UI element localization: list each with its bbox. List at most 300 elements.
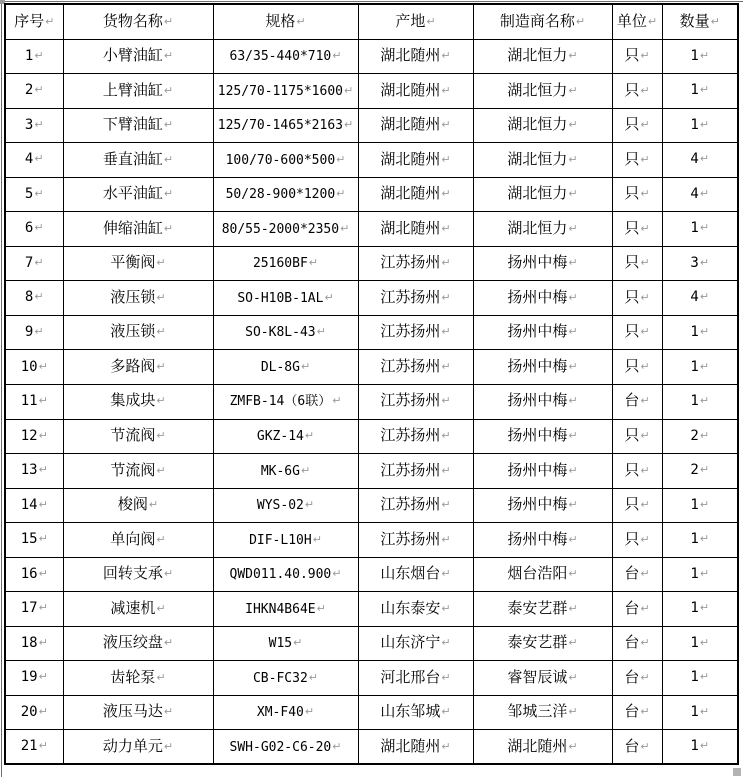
- cell-text: 只: [624, 358, 640, 375]
- table-cell: [662, 488, 738, 523]
- paragraph-mark-icon: ↵: [38, 359, 48, 373]
- table-cell: [213, 730, 358, 765]
- paragraph-mark-icon: ↵: [568, 394, 578, 408]
- paragraph-mark-icon: ↵: [640, 532, 650, 546]
- cell-text: 单向阀: [110, 531, 156, 548]
- table-cell: [662, 177, 738, 212]
- table-row: [5, 488, 738, 523]
- paragraph-mark-icon: ↵: [34, 324, 44, 338]
- cell-text: 湖北随州: [507, 738, 568, 755]
- paragraph-mark-icon: ↵: [38, 704, 48, 718]
- table-cell: [612, 454, 662, 489]
- cell-text: 4: [690, 289, 699, 306]
- cell-text: 减速机: [110, 600, 156, 617]
- cell-text: 1: [690, 703, 699, 720]
- paragraph-mark-icon: ↵: [640, 290, 650, 304]
- cell-text: 台: [624, 635, 640, 652]
- cell-text: 扬州中梅: [507, 428, 568, 445]
- table-resize-handle[interactable]: [733, 768, 741, 776]
- table-cell: [213, 592, 358, 627]
- paragraph-mark-icon: ↵: [441, 256, 451, 270]
- table-cell: [63, 626, 213, 661]
- paragraph-mark-icon: ↵: [699, 152, 710, 166]
- table-cell: [662, 454, 738, 489]
- table-cell: [612, 350, 662, 385]
- table-cell: [213, 557, 358, 592]
- table-cell: [63, 592, 213, 627]
- cell-text: 7: [24, 254, 34, 271]
- paragraph-mark-icon: ↵: [340, 221, 350, 235]
- paragraph-mark-icon: ↵: [575, 14, 586, 28]
- cell-text: 江苏扬州: [380, 393, 441, 410]
- cell-text: 1: [690, 82, 699, 99]
- cell-text: 睿智辰诚: [507, 669, 568, 686]
- paragraph-mark-icon: ↵: [293, 636, 303, 650]
- cell-text: 泰安艺群: [507, 600, 568, 617]
- table-cell: [213, 39, 358, 74]
- table-cell: [473, 108, 612, 143]
- table-cell: [473, 557, 612, 592]
- cell-text: 湖北恒力: [507, 186, 568, 203]
- table-cell: [473, 212, 612, 247]
- cell-text: 17: [20, 600, 38, 617]
- table-cell: [63, 108, 213, 143]
- table-cell: [612, 143, 662, 178]
- paragraph-mark-icon: ↵: [304, 498, 315, 512]
- table-cell: [5, 695, 63, 730]
- table-cell: [213, 454, 358, 489]
- cell-text: 25160BF: [252, 256, 308, 272]
- cell-text: 只: [624, 220, 640, 237]
- paragraph-mark-icon: ↵: [640, 221, 650, 235]
- paragraph-mark-icon: ↵: [568, 221, 578, 235]
- paragraph-mark-icon: ↵: [441, 601, 451, 615]
- table-cell: [358, 419, 473, 454]
- paragraph-mark-icon: ↵: [568, 152, 578, 166]
- cell-text: 湖北随州: [380, 738, 441, 755]
- paragraph-mark-icon: ↵: [38, 635, 48, 649]
- cell-text: 18: [20, 634, 38, 651]
- table-cell: [662, 419, 738, 454]
- paragraph-mark-icon: ↵: [304, 705, 315, 719]
- cell-text: 只: [624, 497, 640, 514]
- cell-text: 液压锁: [110, 324, 156, 341]
- cell-text: 邹城三洋: [507, 704, 568, 721]
- table-cell: [473, 592, 612, 627]
- paragraph-mark-icon: ↵: [568, 325, 578, 339]
- cell-text: 只: [624, 48, 640, 65]
- paragraph-mark-icon: ↵: [699, 394, 710, 408]
- paragraph-mark-icon: ↵: [441, 221, 451, 235]
- paragraph-mark-icon: ↵: [296, 14, 306, 28]
- table-cell: [5, 177, 63, 212]
- cell-text: 16: [20, 565, 38, 582]
- cell-text: 1: [690, 496, 699, 513]
- table-cell: [612, 592, 662, 627]
- paragraph-mark-icon: ↵: [699, 428, 710, 442]
- cell-text: 泰安艺群: [507, 635, 568, 652]
- paragraph-mark-icon: ↵: [163, 83, 174, 97]
- cell-text: 11: [20, 393, 38, 410]
- paragraph-mark-icon: ↵: [163, 187, 174, 201]
- cell-text: 集成块: [110, 393, 156, 410]
- cell-text: 扬州中梅: [507, 255, 568, 272]
- table-row: [5, 730, 738, 765]
- cell-text: 50/28-900*1200: [225, 187, 336, 203]
- paragraph-mark-icon: ↵: [441, 532, 451, 546]
- paragraph-mark-icon: ↵: [426, 14, 436, 28]
- table-cell: [612, 557, 662, 592]
- table-cell: [5, 661, 63, 696]
- paragraph-mark-icon: ↵: [441, 429, 451, 443]
- table-cell: [473, 626, 612, 661]
- cell-text: 1: [690, 531, 699, 548]
- paragraph-mark-icon: ↵: [568, 359, 578, 373]
- cell-text: 台: [624, 669, 640, 686]
- paragraph-mark-icon: ↵: [332, 739, 342, 753]
- cell-text: 3: [690, 254, 699, 271]
- cell-text: 伸缩油缸: [102, 220, 163, 237]
- cell-text: 回转支承: [102, 566, 163, 583]
- table-cell: [612, 177, 662, 212]
- table-row: [5, 523, 738, 558]
- cell-text: 13: [20, 462, 38, 479]
- table-cell: [358, 143, 473, 178]
- cell-text: 1: [690, 669, 699, 686]
- cell-text: 15: [20, 531, 38, 548]
- paragraph-mark-icon: ↵: [699, 704, 710, 718]
- paragraph-mark-icon: ↵: [34, 83, 44, 97]
- table-header-row: [5, 4, 738, 39]
- cell-text: 江苏扬州: [380, 531, 441, 548]
- paragraph-mark-icon: ↵: [699, 635, 710, 649]
- paragraph-mark-icon: ↵: [699, 83, 710, 97]
- paragraph-mark-icon: ↵: [332, 394, 342, 408]
- table-cell: [63, 523, 213, 558]
- table-cell: [473, 730, 612, 765]
- cell-text: SWH-G02-C6-20: [229, 739, 332, 755]
- cell-text: 2: [690, 427, 699, 444]
- cell-text: 江苏扬州: [380, 289, 441, 306]
- cell-text: 4: [690, 185, 699, 202]
- paragraph-mark-icon: ↵: [441, 739, 451, 753]
- paragraph-mark-icon: ↵: [699, 324, 710, 338]
- paragraph-mark-icon: ↵: [441, 290, 451, 304]
- paragraph-mark-icon: ↵: [568, 83, 578, 97]
- paragraph-mark-icon: ↵: [640, 118, 650, 132]
- cell-text: 山东济宁: [380, 635, 441, 652]
- table-row: [5, 108, 738, 143]
- table-cell: [5, 39, 63, 74]
- table-row: [5, 419, 738, 454]
- paragraph-mark-icon: ↵: [441, 359, 451, 373]
- cell-text: 1: [690, 738, 699, 755]
- table-cell: [63, 695, 213, 730]
- column-header: [213, 4, 358, 39]
- table-cell: [358, 730, 473, 765]
- table-cell: [5, 592, 63, 627]
- table-cell: [612, 281, 662, 316]
- table-cell: [5, 626, 63, 661]
- paragraph-mark-icon: ↵: [38, 428, 48, 442]
- table-cell: [5, 523, 63, 558]
- paragraph-mark-icon: ↵: [640, 429, 650, 443]
- cell-text: 台: [624, 393, 640, 410]
- table-cell: [213, 523, 358, 558]
- table-cell: [358, 626, 473, 661]
- table-cell: [662, 592, 738, 627]
- table-body: [5, 39, 738, 764]
- paragraph-mark-icon: ↵: [38, 532, 48, 546]
- table-cell: [612, 246, 662, 281]
- table-cell: [473, 281, 612, 316]
- cell-text: 2: [24, 82, 34, 99]
- table-cell: [63, 350, 213, 385]
- table-cell: [5, 350, 63, 385]
- paragraph-mark-icon: ↵: [640, 739, 650, 753]
- table-cell: [612, 74, 662, 109]
- table-cell: [213, 74, 358, 109]
- paragraph-mark-icon: ↵: [38, 394, 48, 408]
- table-cell: [213, 419, 358, 454]
- table-cell: [5, 315, 63, 350]
- paragraph-mark-icon: ↵: [699, 255, 710, 269]
- table-cell: [213, 661, 358, 696]
- table-cell: [213, 384, 358, 419]
- table-cell: [612, 730, 662, 765]
- table-cell: [358, 661, 473, 696]
- table-cell: [213, 488, 358, 523]
- paragraph-mark-icon: ↵: [324, 290, 334, 304]
- table-cell: [612, 315, 662, 350]
- cell-text: 扬州中梅: [507, 462, 568, 479]
- table-cell: [473, 384, 612, 419]
- cell-text: SO-K8L-43: [245, 325, 316, 341]
- cell-text: 8: [24, 289, 34, 306]
- column-header: [612, 4, 662, 39]
- paragraph-mark-icon: ↵: [156, 256, 166, 270]
- table-cell: [662, 695, 738, 730]
- table-cell: [213, 246, 358, 281]
- table-cell: [612, 384, 662, 419]
- table-row: [5, 626, 738, 661]
- table-cell: [473, 350, 612, 385]
- table-cell: [662, 281, 738, 316]
- paragraph-mark-icon: ↵: [312, 532, 322, 546]
- cell-text: 数量: [679, 13, 710, 30]
- table-row: [5, 281, 738, 316]
- paragraph-mark-icon: ↵: [699, 48, 710, 62]
- paragraph-mark-icon: ↵: [640, 187, 650, 201]
- cell-text: 节流阀: [110, 428, 156, 445]
- cell-text: 烟台浩阳: [507, 566, 568, 583]
- cell-text: 3: [24, 116, 34, 133]
- paragraph-mark-icon: ↵: [441, 394, 451, 408]
- table-cell: [473, 246, 612, 281]
- cell-text: 21: [20, 738, 38, 755]
- table-row: [5, 592, 738, 627]
- paragraph-mark-icon: ↵: [163, 49, 174, 63]
- cell-text: 1: [690, 358, 699, 375]
- table-cell: [5, 143, 63, 178]
- table-cell: [358, 212, 473, 247]
- table-cell: [358, 177, 473, 212]
- table-cell: [63, 384, 213, 419]
- paragraph-mark-icon: ↵: [156, 290, 166, 304]
- paragraph-mark-icon: ↵: [34, 255, 44, 269]
- table-cell: [63, 281, 213, 316]
- table-cell: [63, 454, 213, 489]
- table-cell: [473, 39, 612, 74]
- cell-text: 下臂油缸: [102, 117, 163, 134]
- cell-text: 江苏扬州: [380, 324, 441, 341]
- cell-text: DIF-L10H: [249, 532, 312, 548]
- cell-text: 1: [24, 47, 34, 64]
- table-cell: [662, 108, 738, 143]
- table-row: [5, 695, 738, 730]
- table-cell: [63, 488, 213, 523]
- table-cell: [213, 177, 358, 212]
- cell-text: 齿轮泵: [110, 669, 156, 686]
- table-row: [5, 350, 738, 385]
- table-cell: [63, 246, 213, 281]
- paragraph-mark-icon: ↵: [34, 186, 44, 200]
- paragraph-mark-icon: ↵: [640, 463, 650, 477]
- paragraph-mark-icon: ↵: [640, 705, 650, 719]
- paragraph-mark-icon: ↵: [34, 152, 44, 166]
- paragraph-mark-icon: ↵: [156, 532, 166, 546]
- table-cell: [662, 523, 738, 558]
- cell-text: 只: [624, 82, 640, 99]
- cell-text: 湖北恒力: [507, 48, 568, 65]
- table-cell: [5, 730, 63, 765]
- paragraph-mark-icon: ↵: [441, 498, 451, 512]
- table-cell: [473, 315, 612, 350]
- cell-text: 4: [24, 151, 34, 168]
- paragraph-mark-icon: ↵: [336, 187, 346, 201]
- cell-text: 湖北恒力: [507, 220, 568, 237]
- table-cell: [63, 730, 213, 765]
- cell-text: 山东烟台: [380, 566, 441, 583]
- paragraph-mark-icon: ↵: [163, 567, 174, 581]
- cell-text: 只: [624, 531, 640, 548]
- table-row: [5, 384, 738, 419]
- paragraph-mark-icon: ↵: [699, 463, 710, 477]
- table-cell: [63, 39, 213, 74]
- paragraph-mark-icon: ↵: [156, 359, 166, 373]
- paragraph-mark-icon: ↵: [568, 532, 578, 546]
- cell-text: 山东泰安: [380, 600, 441, 617]
- cell-text: 1: [690, 600, 699, 617]
- paragraph-mark-icon: ↵: [304, 429, 315, 443]
- table-cell: [662, 384, 738, 419]
- text-boundary-line-top: [0, 1, 743, 2]
- cell-text: 湖北随州: [380, 151, 441, 168]
- paragraph-mark-icon: ↵: [640, 567, 650, 581]
- table-cell: [612, 695, 662, 730]
- cell-text: 动力单元: [102, 738, 163, 755]
- table-cell: [358, 350, 473, 385]
- goods-table: [4, 3, 739, 765]
- cell-text: 只: [624, 117, 640, 134]
- paragraph-mark-icon: ↵: [441, 670, 451, 684]
- cell-text: CB-FC32: [252, 670, 308, 686]
- table-cell: [358, 246, 473, 281]
- table-cell: [473, 177, 612, 212]
- cell-text: 扬州中梅: [507, 393, 568, 410]
- table-cell: [358, 281, 473, 316]
- table-cell: [5, 488, 63, 523]
- cell-text: 湖北恒力: [507, 117, 568, 134]
- cell-text: IHKN4B64E: [245, 601, 316, 617]
- paragraph-mark-icon: ↵: [441, 49, 451, 63]
- cell-text: 液压马达: [102, 704, 163, 721]
- table-cell: [63, 419, 213, 454]
- table-row: [5, 557, 738, 592]
- paragraph-mark-icon: ↵: [568, 463, 578, 477]
- cell-text: 湖北恒力: [507, 151, 568, 168]
- table-cell: [473, 695, 612, 730]
- paragraph-mark-icon: ↵: [163, 705, 174, 719]
- table-row: [5, 212, 738, 247]
- cell-text: 货物名称: [102, 13, 163, 30]
- cell-text: 水平油缸: [102, 186, 163, 203]
- table-cell: [358, 488, 473, 523]
- table-cell: [612, 523, 662, 558]
- cell-text: 扬州中梅: [507, 531, 568, 548]
- paragraph-mark-icon: ↵: [316, 325, 326, 339]
- paragraph-mark-icon: ↵: [699, 186, 710, 200]
- cell-text: GKZ-14: [256, 429, 304, 445]
- paragraph-mark-icon: ↵: [316, 601, 326, 615]
- paragraph-mark-icon: ↵: [34, 290, 44, 304]
- table-row: [5, 661, 738, 696]
- paragraph-mark-icon: ↵: [568, 739, 578, 753]
- table-cell: [63, 661, 213, 696]
- cell-text: 扬州中梅: [507, 358, 568, 375]
- paragraph-mark-icon: ↵: [699, 601, 710, 615]
- paragraph-mark-icon: ↵: [441, 152, 451, 166]
- cell-text: MK-6G: [260, 463, 300, 479]
- table-cell: [63, 315, 213, 350]
- table-cell: [63, 177, 213, 212]
- text-boundary-line-left: [1, 0, 2, 777]
- table-row: [5, 39, 738, 74]
- cell-text: 江苏扬州: [380, 255, 441, 272]
- table-cell: [662, 661, 738, 696]
- paragraph-mark-icon: ↵: [441, 463, 451, 477]
- paragraph-mark-icon: ↵: [568, 670, 578, 684]
- cell-text: 节流阀: [110, 462, 156, 479]
- table-cell: [213, 143, 358, 178]
- paragraph-mark-icon: ↵: [568, 49, 578, 63]
- cell-text: 10: [20, 358, 38, 375]
- paragraph-mark-icon: ↵: [441, 567, 451, 581]
- paragraph-mark-icon: ↵: [163, 636, 174, 650]
- cell-text: WYS-02: [256, 498, 304, 514]
- cell-text: 湖北随州: [380, 220, 441, 237]
- cell-text: 63/35-440*710: [229, 49, 332, 65]
- cell-text: 液压锁: [110, 289, 156, 306]
- paragraph-mark-icon: ↵: [38, 566, 48, 580]
- paragraph-mark-icon: ↵: [640, 152, 650, 166]
- cell-text: 20: [20, 703, 38, 720]
- paragraph-mark-icon: ↵: [148, 498, 159, 512]
- column-header: [358, 4, 473, 39]
- table-cell: [358, 523, 473, 558]
- paragraph-mark-icon: ↵: [699, 117, 710, 131]
- paragraph-mark-icon: ↵: [34, 221, 44, 235]
